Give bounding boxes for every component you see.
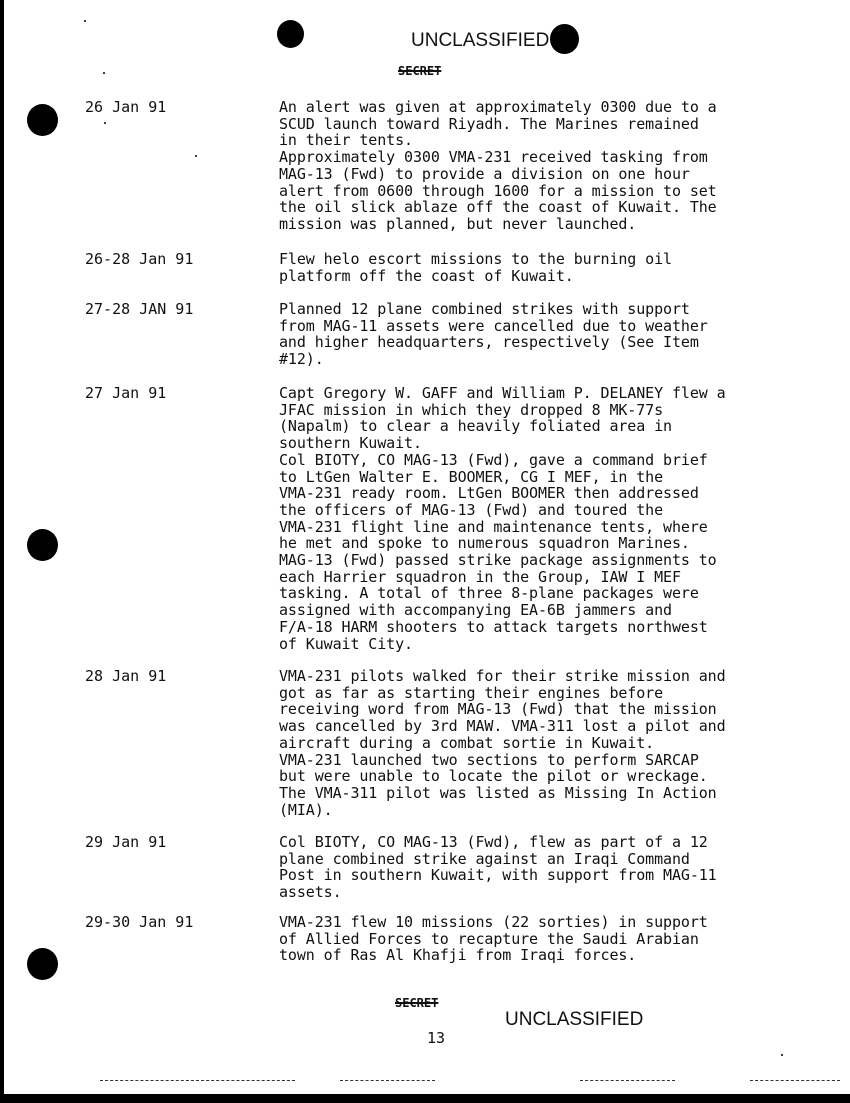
entry-text: Capt Gregory W. GAFF and William P. DELANEY flew a JFAC mission in which they dropped 8 MK-77s (Napalm) to clear a heavily foliated area in southern Kuwait. Col BIOTY, CO MAG-13 (Fwd), gave a command brief to LtGen Walter E. BOOMER, CG I MEF, in the VMA-231 ready room. LtGen BOOMER then addressed the officers of MAG-13 (Fwd) and toured the VMA-231 flight line and maintenance tents, where he met and spoke to numerous squadron Marines. MAG-13 (Fwd) passed strike package assignments to each Harrier squadron in the Group, IAW I MEF tasking. A total of three 8-plane packages were assigned with accompanying EA-6B jammers and F/A-18 HARM shooters to attack targets northwest of Kuwait City. [279,384,726,653]
punch-hole-left-1 [27,104,58,136]
punch-hole-left-2 [27,529,58,561]
scan-artifact [340,1080,435,1082]
entry-date: 26 Jan 91 [85,98,167,116]
page-number: 13 [427,1029,446,1047]
punch-hole-left-3 [27,948,58,980]
scan-bottom-border [0,1094,850,1103]
secret-mark-footer: SECRET [395,996,439,1010]
entry-text: Flew helo escort missions to the burning oil platform off the coast of Kuwait. [279,250,672,285]
classification-footer: UNCLASSIFIED [505,1009,644,1030]
speck [104,122,106,124]
scan-artifact [100,1080,295,1082]
scan-artifact [750,1080,840,1082]
scan-left-border [0,0,4,1100]
entry-text: VMA-231 pilots walked for their strike mission and got as far as starting their engines before receiving word from MAG-13 (Fwd) that the mission was cancelled by 3rd MAW. VMA-311 lost a pilot and aircraft during a combat sortie in Kuwait. VMA-231 launched two sections to perform SARCAP but were unable to locate the pilot or wreckage. The VMA-311 pilot was listed as Missing In Action (MIA). [279,667,726,819]
entry-text: Planned 12 plane combined strikes with support from MAG-11 assets were cancelled due to weather and higher headquarters, respectively (See Item #12). [279,300,708,369]
punch-hole-top-left [277,20,304,48]
scan-artifact [580,1080,675,1082]
entry-text: Col BIOTY, CO MAG-13 (Fwd), flew as part of a 12 plane combined strike against an Iraqi Command Post in southern Kuwait, with support from MAG-11 assets. [279,833,717,902]
speck [781,1054,783,1056]
entry-text: An alert was given at approximately 0300 due to a SCUD launch toward Riyadh. The Marines remained in their tents. Approximately 0300 VMA-231 received tasking from MAG-13 (Fwd) to provide a division on one hour alert from 0600 through 1600 for a mission to set the oil slick ablaze off the coast of Kuwait. The mission was planned, but never launched. [279,98,717,233]
speck [103,72,105,74]
entry-date: 26-28 Jan 91 [85,250,194,268]
entry-date: 27 Jan 91 [85,384,167,402]
entry-date: 29 Jan 91 [85,833,167,851]
punch-hole-top-right [550,24,579,54]
classification-header: UNCLASSIFIED [411,30,550,51]
entry-text: VMA-231 flew 10 missions (22 sorties) in support of Allied Forces to recapture the Saudi Arabian town of Ras Al Khafji from Iraqi forces. [279,913,708,965]
speck [84,20,86,22]
entry-date: 27-28 JAN 91 [85,300,194,318]
secret-mark-header: SECRET [398,64,442,78]
entry-date: 29-30 Jan 91 [85,913,194,931]
speck [195,155,197,157]
entry-date: 28 Jan 91 [85,667,167,685]
